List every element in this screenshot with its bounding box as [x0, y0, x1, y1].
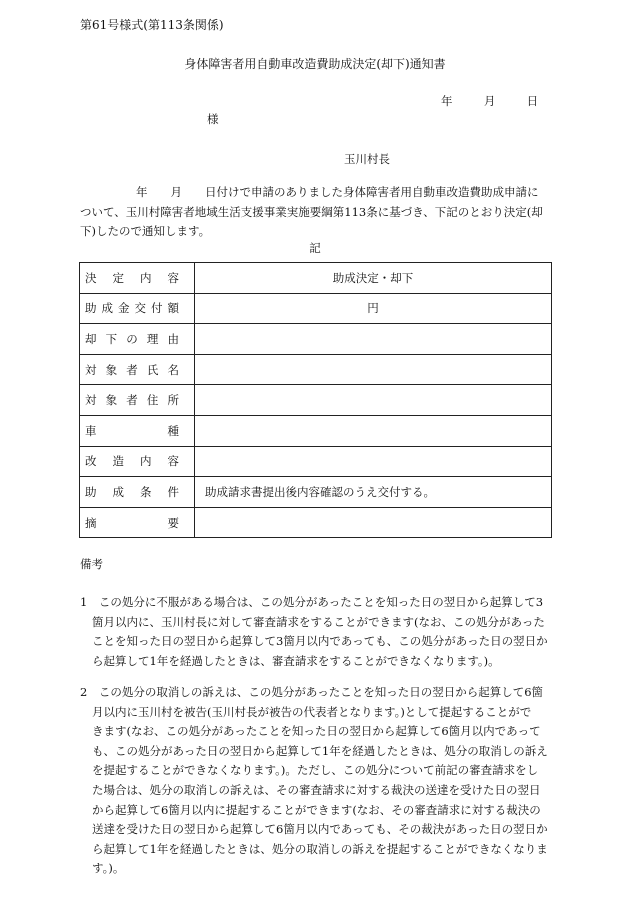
remark-line: ら起算して1年を経過したときは、審査請求をすることができなくなります。)。 — [92, 653, 500, 668]
label-char: 所 — [167, 393, 179, 408]
remark-line: 1 この処分に不服がある場合は、この処分があったことを知った日の翌日から起算して3 — [80, 595, 544, 609]
remark-line: ら起算して1年を経過したときは、処分の取消しの訴えを提起することができなくなりま — [92, 841, 548, 856]
remark-line: 箇月以内に、玉川村長に対して審査請求をすることができます(なお、この処分があった — [92, 614, 545, 629]
row-value — [195, 354, 552, 385]
label-char: 付 — [151, 301, 163, 316]
form-number: 第61号様式(第113条関係) — [80, 18, 224, 32]
label-char: 氏 — [146, 362, 159, 377]
table-row — [80, 263, 552, 294]
intro-line: 下)したので通知します。 — [80, 224, 211, 238]
label-char: 摘 — [85, 515, 97, 530]
date-year: 年 — [441, 94, 453, 108]
table-row — [80, 324, 552, 355]
label-char: 却 — [85, 331, 97, 346]
date-month: 月 — [483, 94, 496, 108]
remark-note-1 — [80, 593, 552, 671]
remark-line: を提起することができなくなります。)。ただし、この処分について前記の審査請求をし — [92, 763, 539, 778]
row-value — [195, 385, 552, 416]
label-char: 助 — [85, 484, 97, 499]
row-label — [80, 324, 195, 355]
document-title: 身体障害者用自動車改造費助成決定(却下)通知書 — [184, 57, 446, 71]
label-char: 理 — [146, 331, 159, 346]
label-char: 要 — [167, 515, 179, 530]
label-char: 内 — [140, 454, 152, 469]
remark-line: す。)。 — [92, 861, 125, 876]
remark-line: 送達を受けた日の翌日から起算して6箇月以内であっても、その裁決があった日の翌日か — [92, 822, 548, 837]
label-char: 由 — [167, 331, 179, 346]
intro-line: 年 月 日付けで申請のありました身体障害者用自動車改造費助成申請に — [136, 185, 539, 199]
remarks-heading: 備考 — [80, 557, 103, 571]
date-line — [441, 93, 538, 109]
table-row — [80, 477, 552, 508]
table-row — [80, 415, 552, 446]
row-label — [80, 415, 195, 446]
label-char: 定 — [112, 270, 124, 285]
remark-line: 2 この処分の取消しの訴えは、この処分があったことを知った日の翌日から起算して6箇 — [80, 685, 544, 699]
label-char: 交 — [134, 301, 146, 316]
label-char: 名 — [167, 362, 179, 377]
label-char: 車 — [85, 423, 97, 438]
row-label — [80, 477, 195, 508]
label-char: 成 — [112, 484, 124, 499]
row-label — [80, 293, 195, 324]
date-day: 日 — [526, 94, 539, 108]
label-char: 容 — [167, 454, 179, 469]
label-char: 象 — [105, 362, 118, 377]
intro-line: ついて、玉川村障害者地域生活支援事業実施要綱第113条に基づき、下記のとおり決定(却 — [80, 204, 543, 219]
label-char: 条 — [140, 484, 152, 499]
row-value: 助成請求書提出後内容確認のうえ交付する。 — [195, 477, 552, 508]
row-value — [195, 507, 552, 538]
issuer-name: 玉川村長 — [344, 152, 390, 166]
label-char: 改 — [85, 454, 97, 469]
row-value — [195, 324, 552, 355]
table-row — [80, 446, 552, 477]
label-char: 象 — [105, 393, 118, 408]
table-row — [80, 354, 552, 385]
row-value: 円 — [195, 293, 552, 324]
label-char: 成 — [101, 301, 113, 316]
label-char: 者 — [126, 362, 138, 377]
table-row — [80, 293, 552, 324]
row-label — [80, 354, 195, 385]
intro-paragraph — [80, 183, 552, 242]
label-char: 種 — [167, 423, 179, 438]
label-char: 決 — [85, 270, 97, 285]
row-label — [80, 385, 195, 416]
table-row — [80, 507, 552, 538]
label-char: 助 — [85, 301, 97, 316]
addressee-suffix: 様 — [207, 112, 219, 126]
label-char: 者 — [126, 393, 138, 408]
row-value: 助成決定・却下 — [195, 263, 552, 294]
ki-heading: 記 — [309, 241, 321, 255]
remark-line: 月以内に玉川村を被告(玉川村長が被告の代表者となります。)として提起することがで — [92, 704, 532, 719]
row-label — [80, 507, 195, 538]
decision-table — [79, 262, 552, 538]
label-char: 金 — [118, 301, 130, 316]
remark-note-2 — [80, 683, 552, 879]
label-char: 対 — [85, 393, 97, 408]
row-value — [195, 415, 552, 446]
label-char: 額 — [167, 301, 179, 316]
label-char: 下 — [105, 331, 118, 346]
remark-line: きます(なお、この処分があったことを知った日の翌日から起算して6箇月以内であって — [92, 724, 541, 739]
label-char: 件 — [167, 484, 179, 499]
remark-line: ことを知った日の翌日から起算して3箇月以内であっても、この処分があった日の翌日か — [92, 634, 548, 649]
label-char: の — [126, 331, 138, 346]
label-char: 住 — [146, 393, 159, 408]
table-row — [80, 385, 552, 416]
row-value — [195, 446, 552, 477]
row-label — [80, 263, 195, 294]
remark-line: た場合は、処分の取消しの訴えは、その審査請求に対する裁決の送達を受けた日の翌日 — [92, 782, 541, 797]
row-label — [80, 446, 195, 477]
label-char: 内 — [140, 270, 152, 285]
label-char: 対 — [85, 362, 97, 377]
label-char: 容 — [167, 270, 179, 285]
label-char: 造 — [112, 454, 124, 469]
remark-line: から起算して6箇月以内に提起することができます(なお、その審査請求に対する裁決の — [92, 802, 541, 817]
remark-line: も、この処分があった日の翌日から起算して1年を経過したときは、処分の取消しの訴え — [92, 743, 548, 758]
